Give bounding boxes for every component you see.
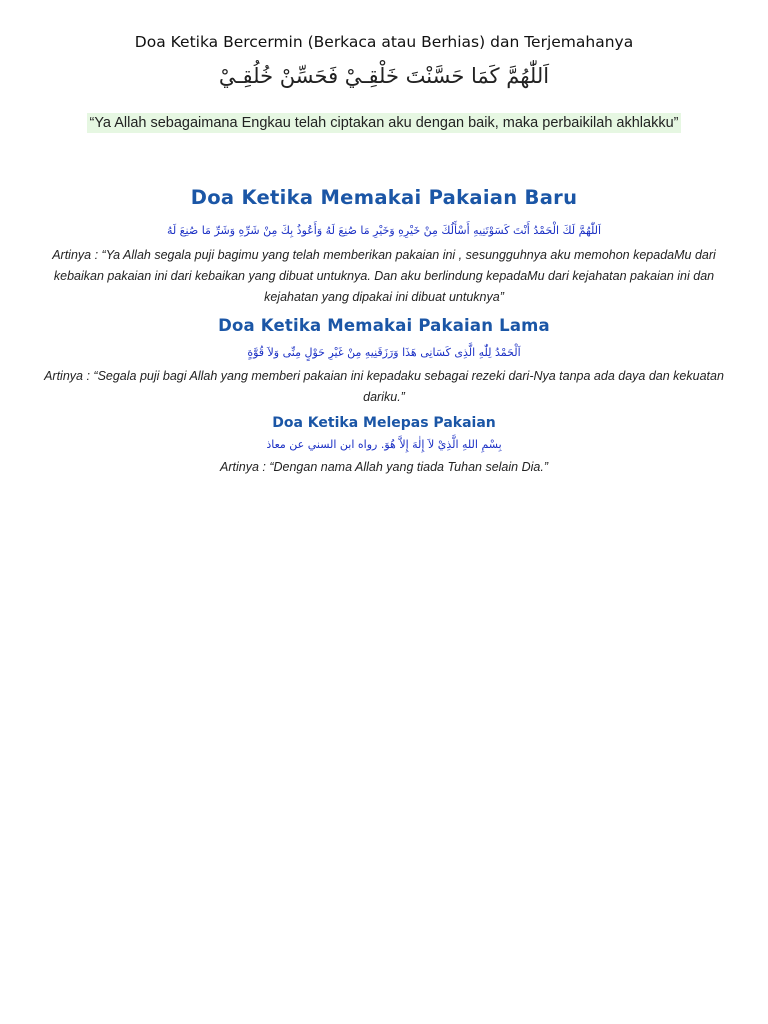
mirror-prayer-title: Doa Ketika Bercermin (Berkaca atau Berhias) dan Terjemahanya (134, 33, 634, 51)
removing-clothes-heading: Doa Ketika Melepas Pakaian (272, 415, 496, 431)
new-clothes-arabic: اَللّٰهُمَّ لَكَ الْحَمْدُ أَنْتَ كَسَوْتَنِيهِ أَسْأَلُكَ مِنْ خَيْرِهِ وَخَيْرِ مَا صُنِعَ لَهُ وَأَعُوذُ بِكَ مِنْ شَرِّهِ وَشَرِّ مَا صُنِعَ لَهُ (166, 224, 602, 237)
mirror-prayer-translation: “Ya Allah sebagaimana Engkau telah ciptakan aku dengan baik, maka perbaikilah akhlakku” (87, 113, 682, 133)
removing-clothes-meaning: Artinya : “Dengan nama Allah yang tiada Tuhan selain Dia.” (220, 460, 548, 474)
mirror-prayer-arabic: اَللّٰهُمَّ كَمَا حَسَّنْتَ خَلْقِـيْ فَحَسِّنْ خُلُقِـيْ (218, 64, 550, 88)
new-clothes-meaning: Artinya : “Ya Allah segala puji bagimu yang telah memberikan pakaian ini , sesungguhnya aku memohon kepadaMu dari kebaikan pakaian ini dari kebaikan yang dibuat untuknya. Dan aku berlindung kepadaMu dari kejahatan pakaian ini dan kejahatan yang dipakai ini dibuat untuknya” (52, 248, 716, 304)
old-clothes-meaning: Artinya : “Segala puji bagi Allah yang memberi pakaian ini kepadaku sebagai rezeki dari-Nya tanpa ada daya dan kekuatan dariku.” (44, 369, 724, 404)
mirror-prayer-translation-row (0, 112, 768, 133)
removing-clothes-arabic: بِسْمِ اللهِ الَّذِيْ لاَ إِلٰهَ إِلاَّ هُوَ. رواه ابن السني عن معاذ (266, 438, 502, 451)
old-clothes-heading: Doa Ketika Memakai Pakaian Lama (218, 316, 550, 335)
new-clothes-heading: Doa Ketika Memakai Pakaian Baru (190, 186, 578, 209)
old-clothes-arabic: اَلْحَمْدُ لِلّٰهِ الَّذِى كَسَانِى هَذَا وَرَزَقَنِيهِ مِنْ غَيْرِ حَوْلٍ مِنِّى وَلاَ قُوَّةٍ (247, 346, 521, 359)
